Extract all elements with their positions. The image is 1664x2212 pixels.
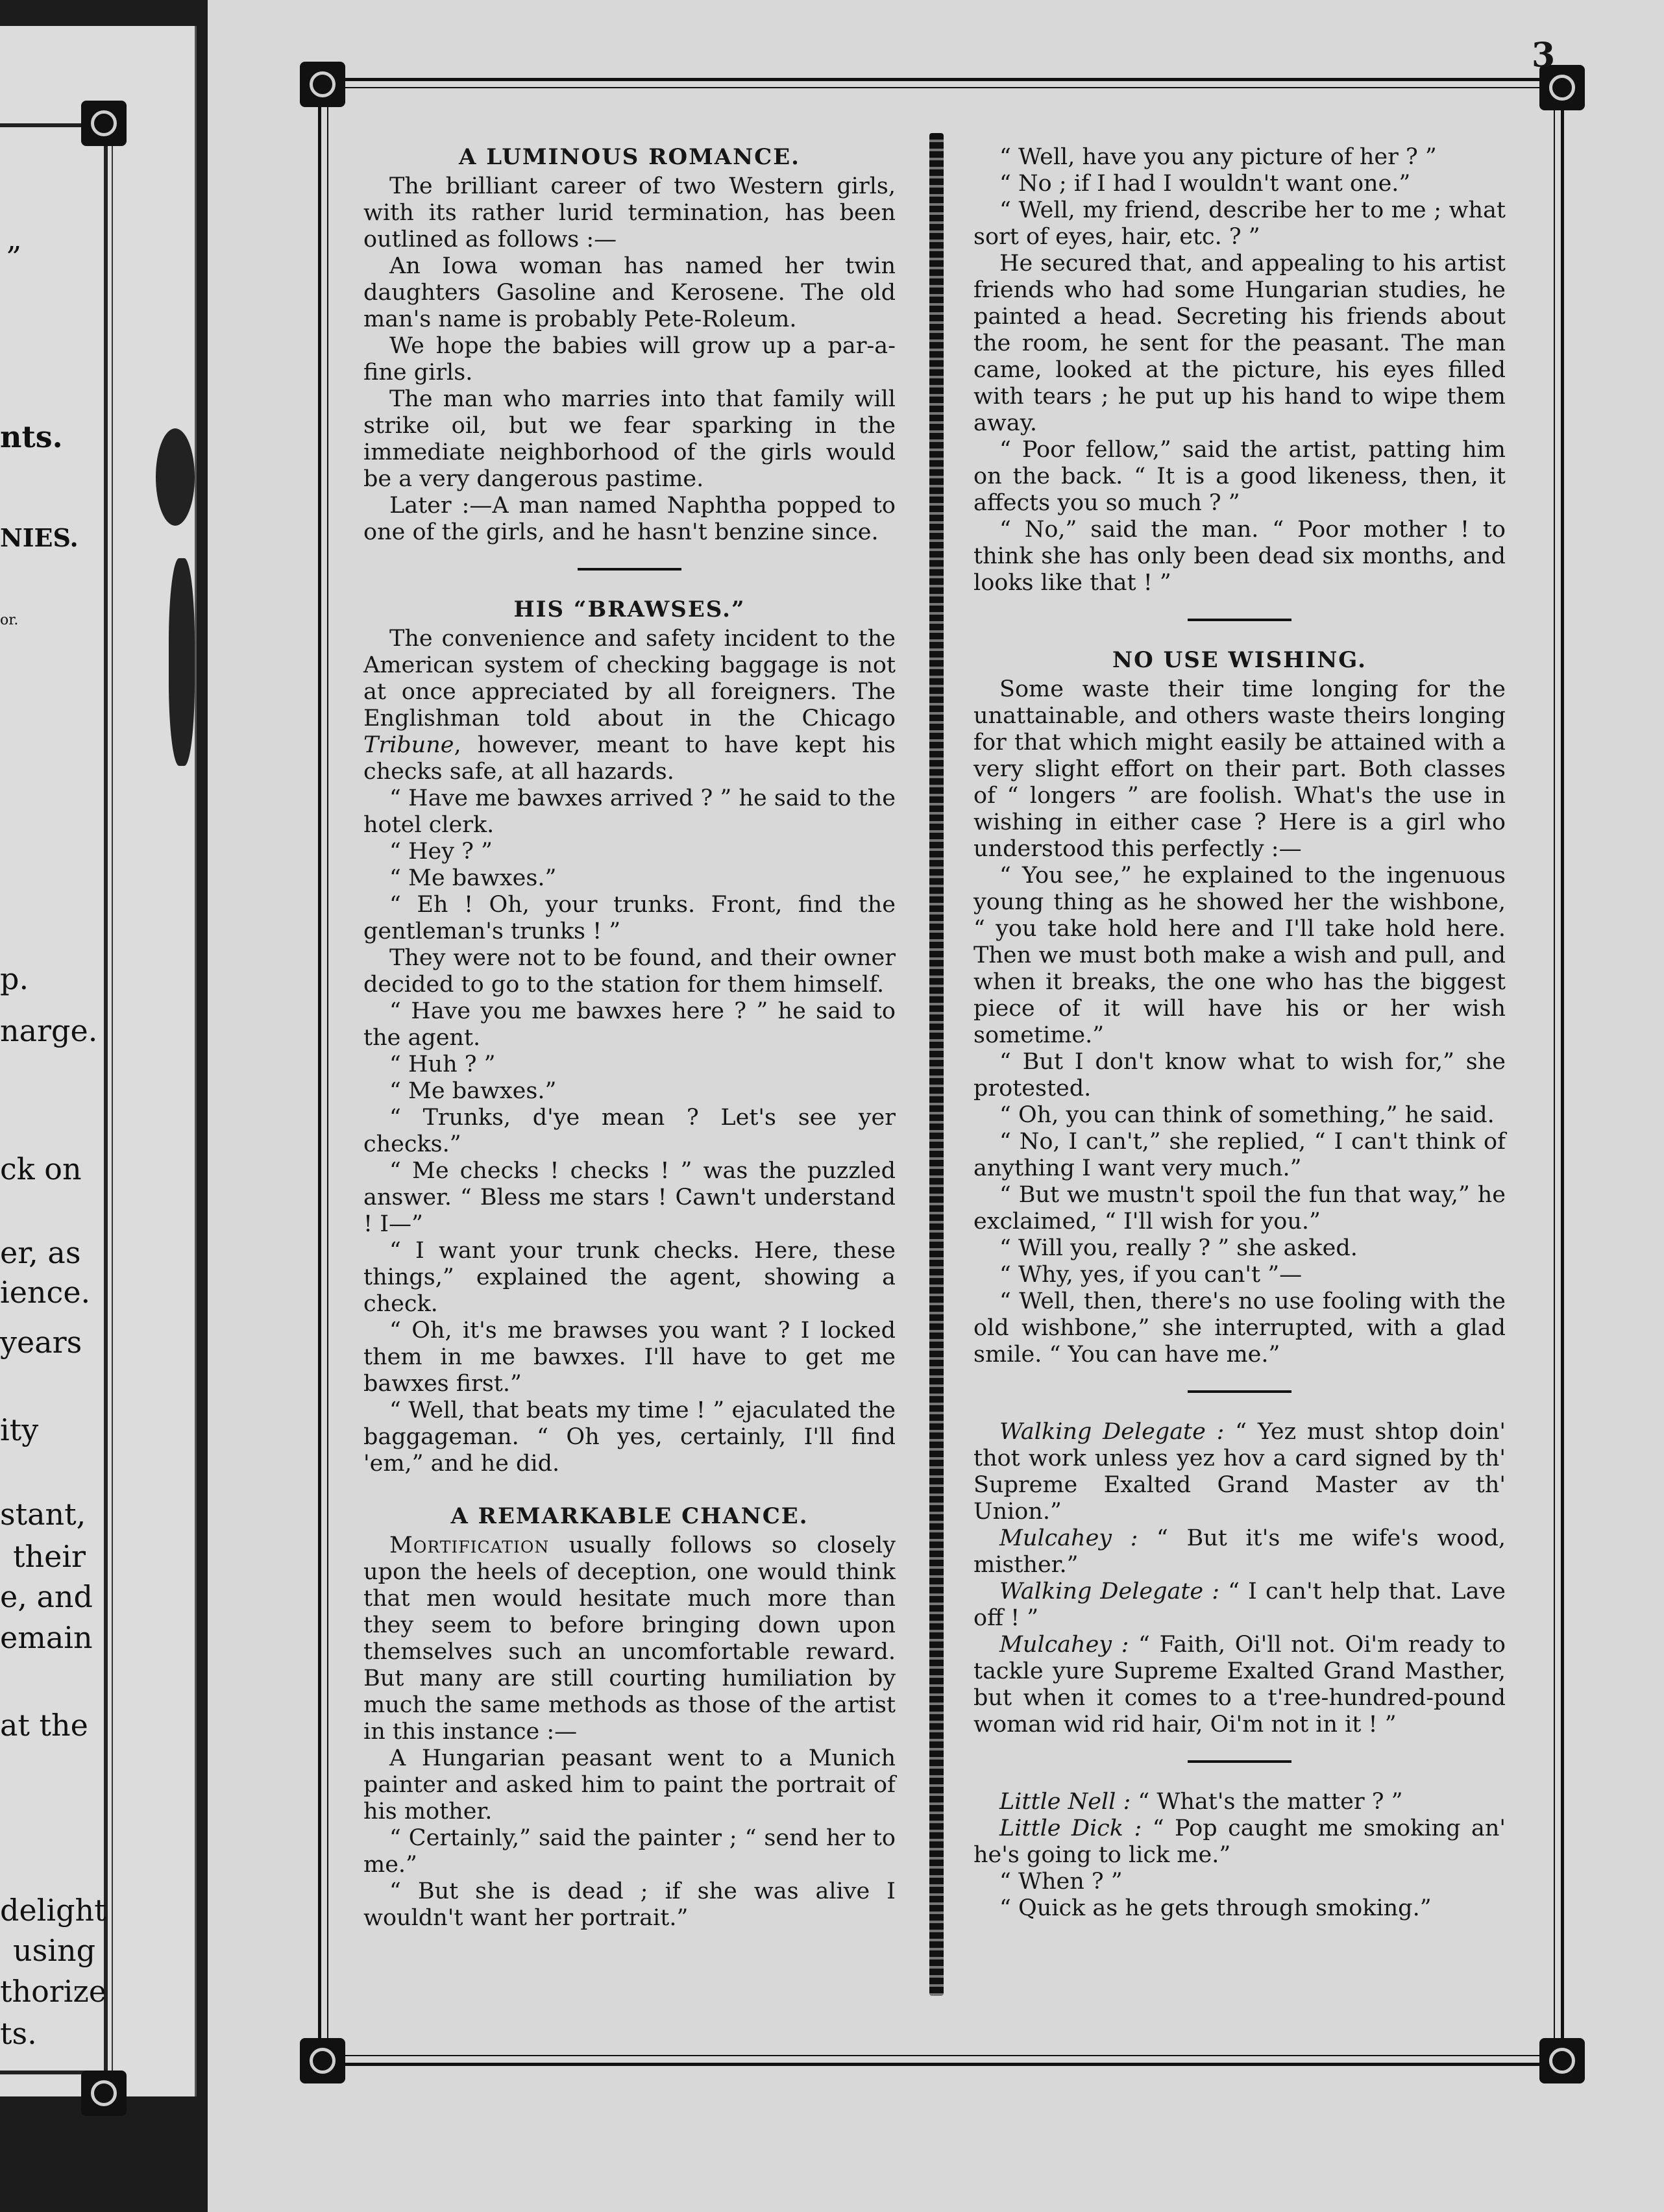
paragraph: “ Hey ? ” [389,839,493,865]
dialogue-text: “ Yez must shtop doin' thot work unless yez hov a card signed by th' Supreme Exalted Grand Master av th' Union.” [973,1419,1506,1525]
text-fragment: or. [0,612,19,628]
dialogue-line [973,1525,1506,1579]
column-divider [929,133,944,1996]
paragraph: “ No, I can't,” she replied, “ I can't think of anything I want very much.” [973,1129,1506,1181]
text-fragment: emain [0,1620,93,1655]
corner-ornament [300,2038,345,2083]
article-walking-delegate [973,1419,1506,1738]
paragraph [363,1532,896,1745]
corner-ornament [1539,2038,1585,2083]
paragraph: “ You see,” he explained to the ingenuous young thing as he showed her the wishbone, “ you take hold here and I'll take hold here. Then we must both make a wish and pull, and when it breaks, the one who has the biggest piece of it will have his or her wish sometime.” [973,863,1506,1048]
paragraph: They were not to be found, and their owner decided to go to the station for them himself. [363,945,896,998]
section-rule [578,568,681,571]
paragraph: “ Oh, it's me brawses you want ? I locked them in me bawxes. I'll have to get me bawxes first.” [363,1318,896,1397]
article-title: NO USE WISHING. [1112,647,1367,673]
text-fragment: p. [0,961,29,996]
text-fragment: nts. [0,419,63,454]
frame-line [104,123,108,2071]
frame-line [305,87,1577,88]
paragraph: “ Oh, you can think of something,” he said. [999,1102,1495,1128]
dialogue-text: “ I can't help that. Lave off ! ” [973,1579,1506,1631]
speaker-name: Mulcahey : [999,1525,1138,1551]
dialogue-line [973,1789,1506,1815]
paragraph: “ But I don't know what to wish for,” she protested. [973,1049,1506,1101]
section-rule [1188,1390,1291,1393]
frame-line [305,2063,1577,2066]
paragraph: “ Eh ! Oh, your trunks. Front, find the gentleman's trunks ! ” [363,892,896,944]
paragraph: “ Me checks ! checks ! ” was the puzzled answer. “ Bless me stars ! Cawn't understand ! I—” [363,1158,896,1237]
paragraph: “ Well, then, there's no use fooling with the old wishbone,” she interrupted, with a glad smile. “ You can have me.” [973,1288,1506,1368]
text-fragment: NIES. [0,523,79,552]
previous-page-fragment [0,26,197,2096]
ink-stain [156,428,195,526]
lead-word: Mortification [389,1532,550,1558]
speaker-name: Little Dick : [999,1815,1142,1841]
page-number: 3 [1532,36,1556,75]
text-run: , however, meant to have kept his checks safe, at all hazards. [363,732,896,785]
text-fragment: at the [0,1708,88,1743]
frame-line [112,123,113,2071]
text-fragment: „ [6,221,22,256]
speaker-name: Walking Delegate : [999,1579,1220,1604]
frame-line [305,2055,1577,2056]
frame-line [305,78,1577,81]
paragraph: “ Me bawxes.” [389,865,557,891]
paragraph: Some waste their time longing for the unattainable, and others waste theirs longing for that which might easily be attained with a very slight effort on their part. Both classes of “ longers ” are foolish. What's the use in wishing in either case ? Here is a girl who understood this perfectly :— [973,676,1506,862]
paragraph: “ But we mustn't spoil the fun that way,” he exclaimed, “ I'll wish for you.” [973,1182,1506,1235]
dialogue-text: “ But it's me wife's wood, misther.” [973,1525,1506,1578]
paragraph: A Hungarian peasant went to a Munich painter and asked him to paint the portrait of his mother. [363,1745,896,1825]
text-fragment: ck on [0,1151,82,1186]
paragraph: “ I want your trunk checks. Here, these things,” explained the agent, showing a check. [363,1238,896,1317]
dialogue-text: “ Faith, Oi'll not. Oi'm ready to tackle yure Supreme Exalted Grand Masther, but when it comes to a t'ree-hundred-pound woman wid rid hair, Oi'm not in it ! ” [973,1632,1506,1738]
paragraph: Later :—A man named Naphtha popped to one of the girls, and he hasn't benzine since. [363,493,896,545]
paragraph: “ Well, have you any picture of her ? ” [999,144,1437,170]
dialogue-text: “ Pop caught me smoking an' he's going to lick me.” [973,1815,1506,1868]
text-fragment: their [13,1539,86,1574]
article-little-nell [973,1789,1506,1922]
publication-name: Tribune [363,732,454,758]
text-fragment: er, as [0,1235,81,1270]
dialogue-line: “ When ? ” [999,1869,1123,1895]
ink-stain [169,558,195,766]
text-run: The convenience and safety incident to the American system of checking baggage is not at once appreciated by all foreigners. The Englishman told about in the Chicago [363,626,896,731]
dialogue-line [973,1419,1506,1525]
speaker-name: Walking Delegate : [999,1419,1225,1445]
paragraph: “ Trunks, d'ye mean ? Let's see yer checks.” [363,1105,896,1157]
paragraph: “ No ; if I had I wouldn't want one.” [999,171,1411,197]
frame-line [318,71,321,2071]
text-fragment: stant, [0,1497,86,1532]
text-fragment: ts. [0,2016,37,2051]
paragraph: “ Have you me bawxes here ? ” he said to the agent. [363,998,896,1051]
corner-ornament [81,2071,127,2116]
magazine-page [208,0,1664,2212]
text-fragment: years [0,1325,82,1360]
paragraph: “ Huh ? ” [389,1051,496,1077]
text-fragment: ity [0,1412,39,1447]
text-fragment: delight [0,1893,106,1928]
paragraph: An Iowa woman has named her twin daughters Gasoline and Kerosene. The old man's name is probably Pete-Roleum. [363,253,896,332]
paragraph: We hope the babies will grow up a par-a-fine girls. [363,333,896,386]
frame-line [327,71,328,2071]
frame-line [1554,71,1555,2071]
text-run: usually follows so closely upon the heels of deception, one would think that men would hesitate much more than they seem to before bringing down upon themselves such an uncomfortable reward. But many are still courting humiliation by much the same methods as those of the artist in this instance :— [363,1532,896,1745]
text-fragment: ience. [0,1275,91,1310]
article-no-use-wishing [973,647,1506,1368]
section-rule [1188,619,1291,621]
article-his-brawses [363,596,896,1477]
paragraph: “ Why, yes, if you can't ”— [999,1262,1303,1288]
paragraph: “ But she is dead ; if she was alive I wouldn't want her portrait.” [363,1878,896,1931]
paragraph: “ Me bawxes.” [389,1078,557,1104]
paragraph: “ Certainly,” said the painter ; “ send her to me.” [363,1825,896,1878]
right-column [973,144,1506,1922]
speaker-name: Mulcahey : [999,1632,1129,1658]
speaker-name: Little Nell : [999,1789,1131,1815]
corner-ornament [81,101,127,146]
text-fragment: using [13,1933,96,1968]
article-title: A LUMINOUS ROMANCE. [459,144,800,170]
paragraph: “ Well, that beats my time ! ” ejaculated the baggageman. “ Oh yes, certainly, I'll find 'em,” and he did. [363,1397,896,1477]
dialogue-text: “ What's the matter ? ” [1131,1789,1403,1815]
paragraph: “ No,” said the man. “ Poor mother ! to think she has only been dead six months, and looks like that ! ” [973,517,1506,596]
paragraph: The man who marries into that family will strike oil, but we fear sparking in the immediate neighborhood of the girls would be a very dangerous pastime. [363,386,896,492]
paragraph: “ Have me bawxes arrived ? ” he said to the hotel clerk. [363,785,896,838]
paragraph: “ Poor fellow,” said the artist, patting him on the back. “ It is a good likeness, then, it affects you so much ? ” [973,437,1506,516]
paragraph [363,626,896,785]
paragraph: He secured that, and appealing to his artist friends who had some Hungarian studies, he painted a head. Secreting his friends about the room, he sent for the peasant. The man came, looked at the picture, his eyes filled with tears ; he put up his hand to wipe them away. [973,251,1506,436]
corner-ornament [300,62,345,107]
article-remarkable-chance [363,1503,896,1932]
section-rule [1188,1760,1291,1763]
text-fragment: thorize [0,1974,106,2009]
dialogue-line [973,1815,1506,1869]
dialogue-line [973,1579,1506,1632]
article-title: HIS “BRAWSES.” [513,596,746,622]
article-luminous-romance [363,144,896,546]
left-column [363,144,896,1932]
text-fragment: e, and [0,1579,93,1614]
dialogue-line [973,1632,1506,1738]
paragraph: The brilliant career of two Western girls, with its rather lurid termination, has been outlined as follows :— [363,173,896,252]
text-fragment: narge. [0,1013,98,1048]
paragraph: “ Will you, really ? ” she asked. [999,1235,1358,1261]
article-remarkable-chance-continued [973,144,1506,596]
article-title: A REMARKABLE CHANCE. [450,1503,809,1529]
frame-line [1561,71,1564,2071]
dialogue-line: “ Quick as he gets through smoking.” [999,1895,1432,1921]
paragraph: “ Well, my friend, describe her to me ; what sort of eyes, hair, etc. ? ” [973,197,1506,250]
